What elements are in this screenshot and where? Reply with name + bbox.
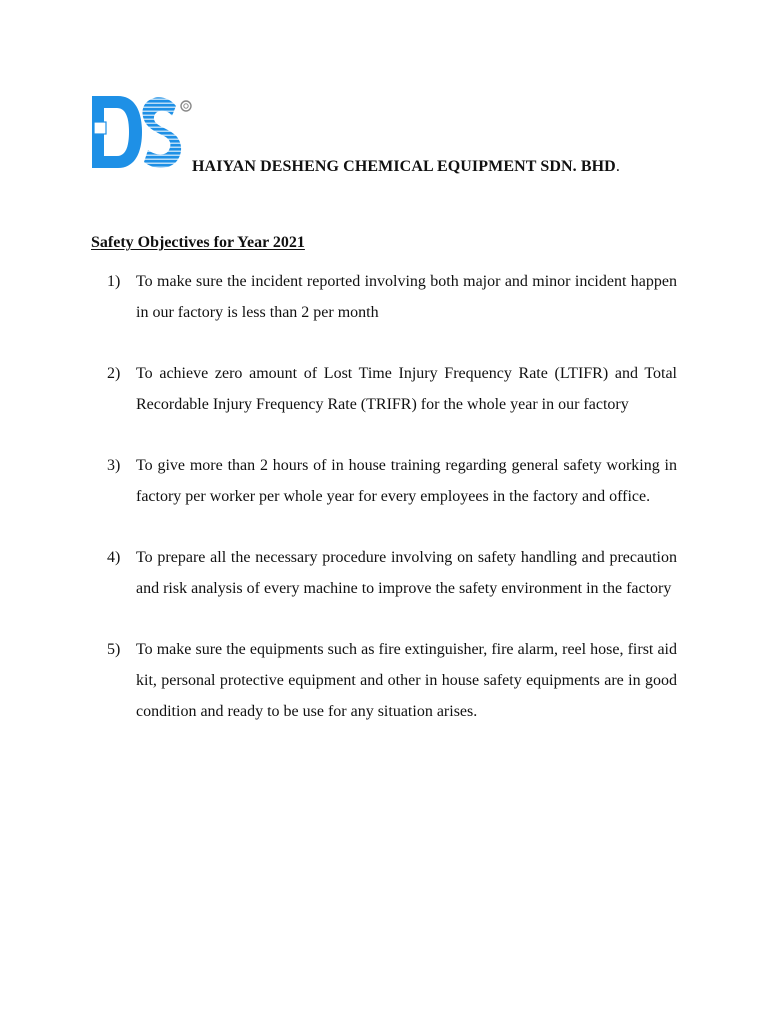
company-name <box>192 158 620 176</box>
objective-text: To achieve zero amount of Lost Time Injury Frequency Rate (LTIFR) and Total Recordable Injury Frequency Rate (TRIFR) for the whole year in our factory <box>136 365 677 413</box>
objective-text: To prepare all the necessary procedure involving on safety handling and precaution and risk analysis of every machine to improve the safety environment in the factory <box>136 549 677 597</box>
objective-number: 3) <box>107 457 121 474</box>
objective-text: To give more than 2 hours of in house training regarding general safety working in factory per worker per whole year for every employees in the factory and office. <box>136 457 677 505</box>
objective-number: 4) <box>107 549 121 566</box>
objective-item <box>107 266 677 328</box>
objectives-list <box>107 266 677 757</box>
section-title: Safety Objectives for Year 2021 <box>91 234 305 251</box>
objective-number: 5) <box>107 641 121 658</box>
objective-item <box>107 358 677 420</box>
objective-item <box>107 634 677 727</box>
objective-item <box>107 542 677 604</box>
company-name-text: HAIYAN DESHENG CHEMICAL EQUIPMENT SDN. BHD <box>192 158 616 175</box>
company-logo <box>90 92 194 172</box>
objective-text: To make sure the incident reported involving both major and minor incident happen in our factory is less than 2 per month <box>136 273 677 321</box>
objective-item <box>107 450 677 512</box>
objective-number: 1) <box>107 273 121 290</box>
objective-number: 2) <box>107 365 121 382</box>
company-name-suffix: . <box>615 158 620 175</box>
objective-text: To make sure the equipments such as fire extinguisher, fire alarm, reel hose, first aid kit, personal protective equipment and other in house safety equipments are in good condition and ready to be use for any situation arises. <box>136 641 677 720</box>
